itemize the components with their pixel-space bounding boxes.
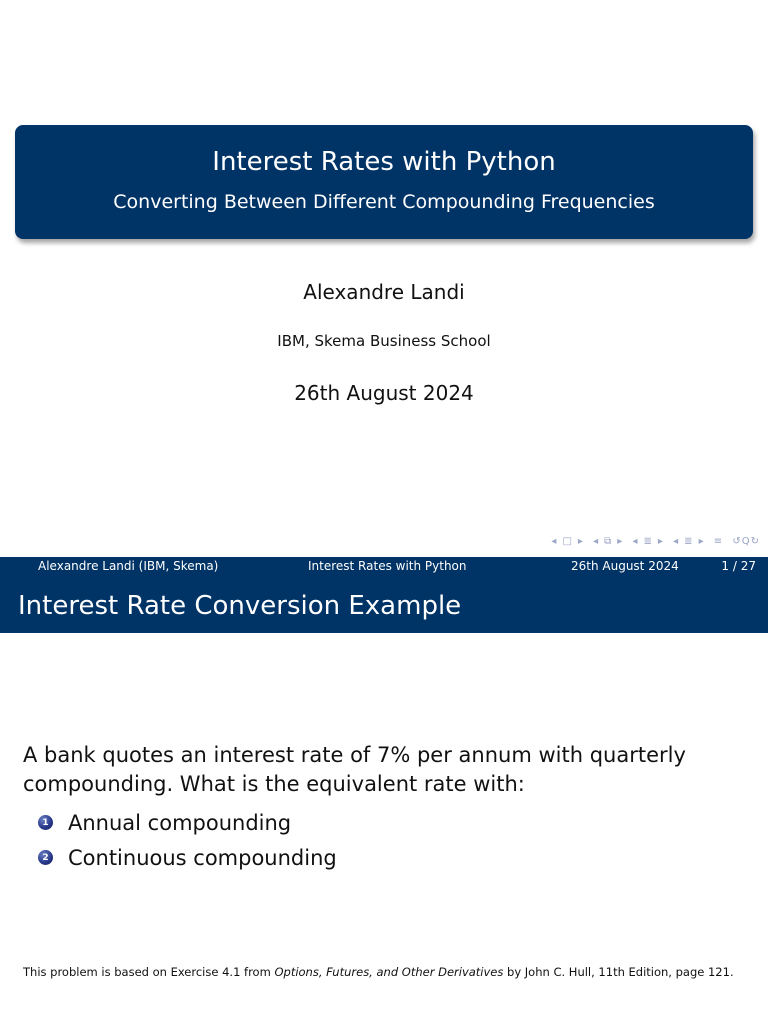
title-box [15, 125, 753, 239]
frame-title-bar [0, 579, 768, 633]
nav-left-icon[interactable]: ◂ [593, 536, 600, 547]
subsection-icon[interactable]: ≣ [643, 536, 653, 547]
beamer-navigation [546, 536, 760, 547]
item-number-ball: 1 [38, 815, 53, 830]
footer-bar [0, 557, 768, 579]
nav-right-icon[interactable]: ▸ [617, 536, 624, 547]
institute: IBM, Skema Business School [277, 332, 491, 350]
item-text: Annual compounding [68, 810, 292, 835]
question-text: A bank quotes an interest rate of 7% per annum with quarterly compounding. What is the equivalent rate with: [23, 743, 686, 796]
list-item [38, 840, 337, 875]
slide-icon[interactable]: ≣ [684, 536, 694, 547]
footer-date: 26th August 2024 [571, 559, 679, 573]
footer-title: Interest Rates with Python [308, 559, 467, 573]
presentation-date: 26th August 2024 [294, 381, 474, 405]
nav-right-icon[interactable]: ▸ [657, 536, 664, 547]
footer-page-number: 1 / 27 [721, 559, 756, 573]
author-name: Alexandre Landi [303, 280, 465, 304]
presentation-title: Interest Rates with Python [212, 147, 556, 177]
footnote-book-title: Options, Futures, and Other Derivatives [274, 965, 504, 979]
footnote-prefix: This problem is based on Exercise 4.1 from [23, 965, 275, 979]
item-text: Continuous compounding [68, 845, 337, 870]
search-icon[interactable]: ↺Q↻ [732, 536, 760, 547]
frame-icon[interactable]: □ [562, 536, 573, 547]
section-icon[interactable]: ⧉ [604, 536, 613, 547]
footnote-suffix: by John C. Hull, 11th Edition, page 121. [503, 965, 734, 979]
presentation-subtitle: Converting Between Different Compounding Frequencies [113, 191, 655, 213]
footnote [23, 965, 763, 979]
list-item [38, 805, 337, 840]
nav-left-icon[interactable]: ◂ [632, 536, 639, 547]
frame-title: Interest Rate Conversion Example [18, 591, 462, 621]
item-number-ball: 2 [38, 850, 53, 865]
nav-left-icon[interactable]: ◂ [673, 536, 680, 547]
nav-left-icon[interactable]: ◂ [551, 536, 558, 547]
enumerated-list [38, 805, 337, 875]
nav-right-icon[interactable]: ▸ [577, 536, 584, 547]
nav-right-icon[interactable]: ▸ [698, 536, 705, 547]
footer-author: Alexandre Landi (IBM, Skema) [38, 559, 219, 573]
toc-icon[interactable]: ≡ [713, 536, 724, 547]
